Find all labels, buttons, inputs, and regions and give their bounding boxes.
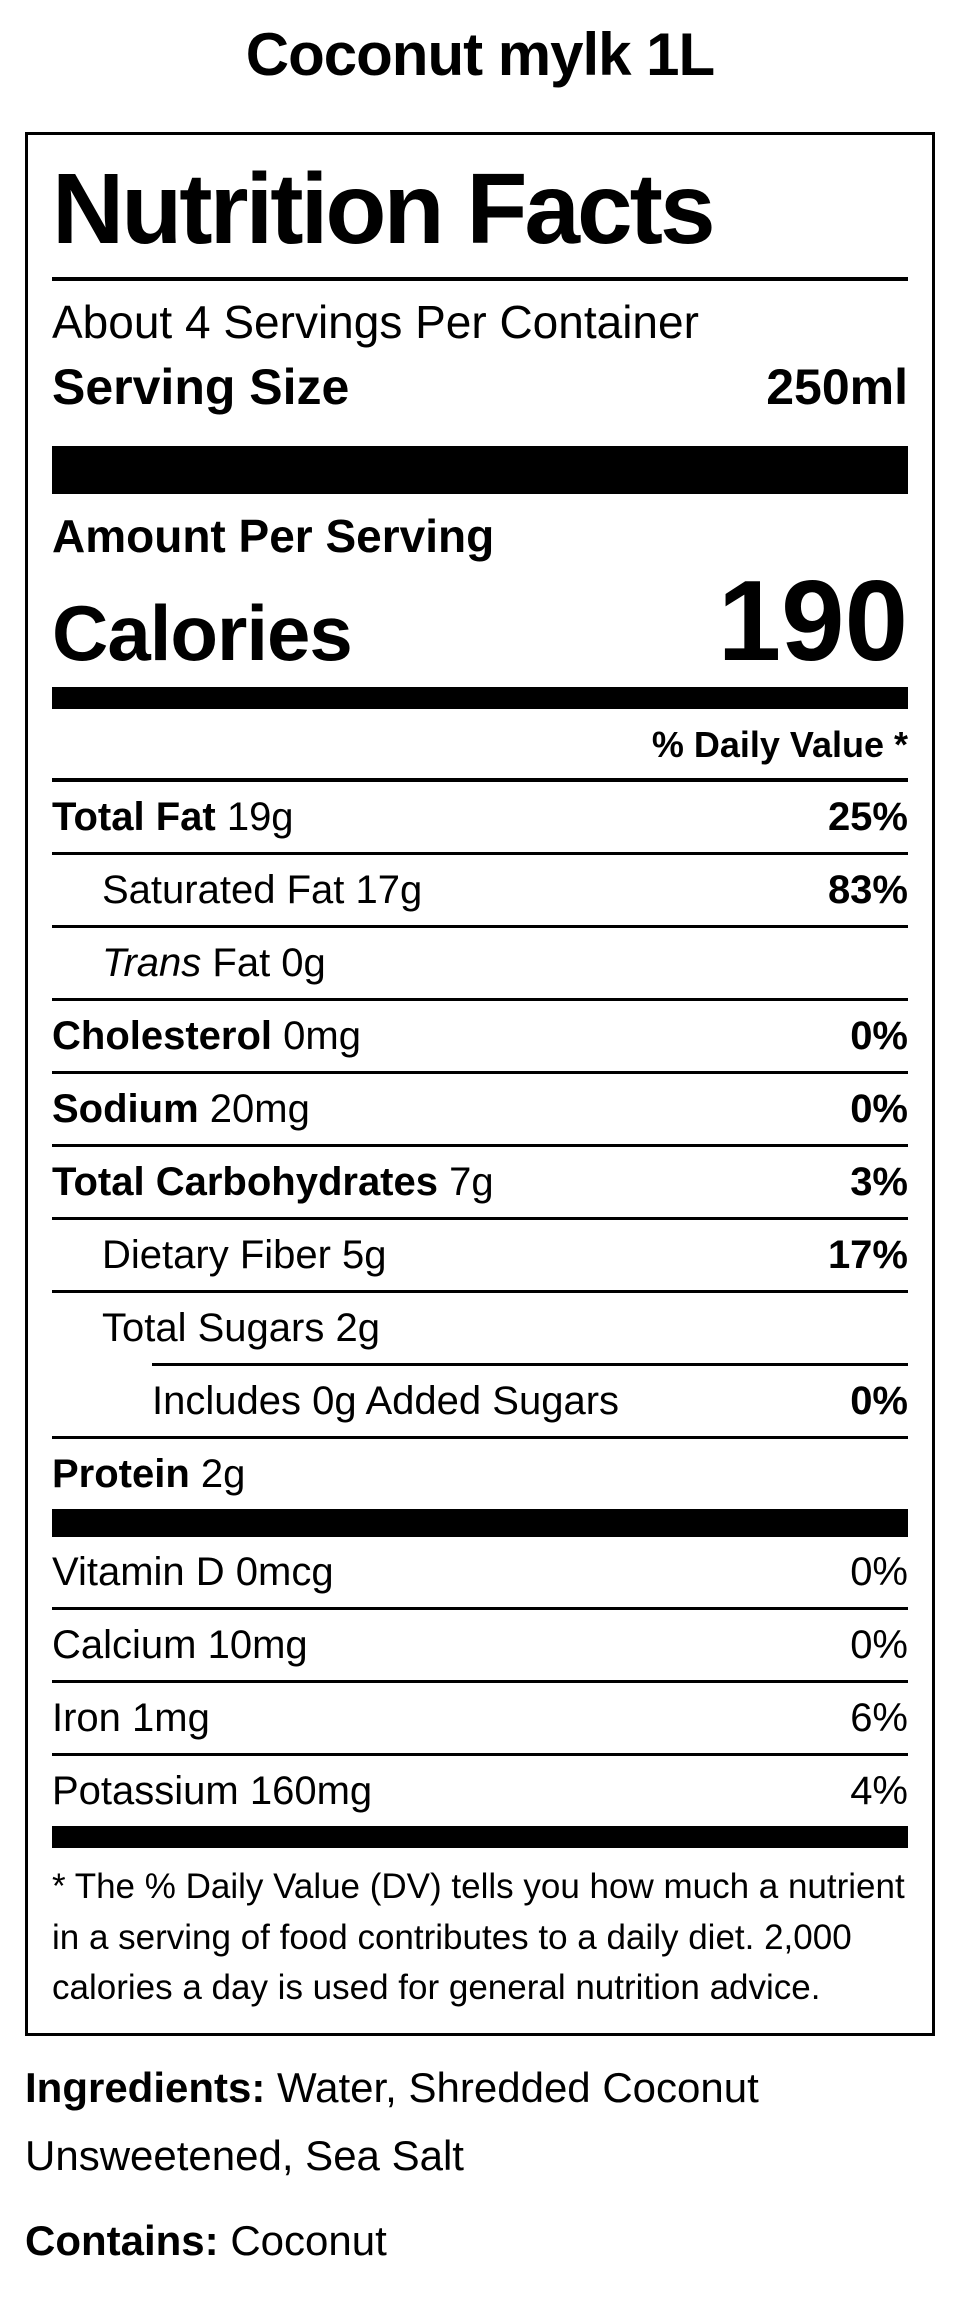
- nutrient-row-total-carbohydrates: [52, 1147, 908, 1217]
- vitamin-row-vitamin-d: [52, 1537, 908, 1607]
- nutrient-percent: 3%: [850, 1159, 908, 1204]
- calories-row: [52, 558, 908, 686]
- amount-per-serving-label: Amount Per Serving: [52, 509, 495, 562]
- nutrient-amount: 2g: [189, 1451, 246, 1496]
- thick-bar: [52, 1509, 908, 1537]
- nutrient-name: Total Carbohydrates: [52, 1159, 438, 1204]
- nutrient-row-saturated-fat: [52, 855, 908, 925]
- contains-label: Contains:: [25, 2216, 219, 2264]
- nutrient-amount: Iron 1mg: [52, 1695, 210, 1740]
- servings-per-container: About 4 Servings Per Container: [52, 296, 699, 348]
- contains-value: Coconut: [218, 2216, 387, 2264]
- nutrient-row-added-sugars: [52, 1366, 908, 1436]
- nutrient-percent: 0%: [850, 1378, 908, 1423]
- calories-label: Calories: [52, 589, 352, 678]
- vitamin-row-potassium: [52, 1756, 908, 1826]
- nutrient-amount: 7g: [438, 1159, 494, 1204]
- nutrient-name: Protein: [52, 1451, 190, 1496]
- nutrient-percent: 0%: [850, 1086, 908, 1131]
- ingredients-line: [25, 2054, 935, 2188]
- nutrient-row-dietary-fiber: [52, 1220, 908, 1290]
- serving-size-label: Serving Size: [52, 358, 350, 415]
- nutrient-row-trans-fat: [52, 928, 908, 998]
- page-title: Coconut mylk 1L: [245, 21, 715, 88]
- nutrient-percent: 0%: [850, 1549, 908, 1594]
- serving-size-value: 250ml: [766, 358, 908, 415]
- ingredients-label: Ingredients:: [25, 2064, 266, 2112]
- nutrition-facts-header: Nutrition Facts: [52, 153, 713, 265]
- nutrient-name: Sodium: [52, 1086, 199, 1131]
- nutrient-amount: Potassium 160mg: [52, 1768, 373, 1813]
- calories-value: 190: [717, 558, 908, 686]
- nutrient-amount: Fat 0g: [201, 940, 326, 985]
- vitamin-row-iron: [52, 1683, 908, 1753]
- daily-value-footnote: * The % Daily Value (DV) tells you how much a nutrient in a serving of food contributes to a daily diet. 2,000 calories a day is used for general nutrition advice.: [52, 1867, 905, 2008]
- daily-value-header: % Daily Value *: [651, 724, 908, 766]
- nutrient-row-total-fat: [52, 782, 908, 852]
- nutrient-name: Total Fat: [52, 794, 216, 839]
- nutrient-name: Cholesterol: [52, 1013, 273, 1058]
- thick-bar: [52, 687, 908, 709]
- nutrient-amount: 19g: [215, 794, 294, 839]
- nutrient-percent: 4%: [850, 1768, 908, 1813]
- nutrient-amount: 20mg: [198, 1086, 310, 1131]
- nutrient-row-protein: [52, 1439, 908, 1509]
- nutrient-amount: Includes 0g Added Sugars: [152, 1378, 620, 1423]
- vitamin-row-calcium: [52, 1610, 908, 1680]
- nutrient-amount: 0mg: [272, 1013, 361, 1058]
- serving-size-row: [52, 355, 908, 420]
- nutrient-percent: 17%: [827, 1232, 908, 1277]
- nutrient-percent: 0%: [850, 1622, 908, 1667]
- nutrient-amount: Dietary Fiber 5g: [102, 1232, 387, 1277]
- nutrient-percent: 83%: [827, 867, 908, 912]
- nutrient-percent: 25%: [827, 794, 908, 839]
- thick-bar: [52, 446, 908, 494]
- nutrient-percent: 6%: [850, 1695, 908, 1740]
- nutrient-amount: Total Sugars 2g: [102, 1305, 380, 1350]
- contains-line: [25, 2207, 935, 2274]
- nutrient-percent: 0%: [850, 1013, 908, 1058]
- nutrient-name: Trans: [102, 940, 202, 985]
- nutrient-amount: Vitamin D 0mcg: [52, 1549, 334, 1594]
- thick-bar: [52, 1826, 908, 1848]
- nutrient-row-sodium: [52, 1074, 908, 1144]
- nutrient-amount: Saturated Fat 17g: [102, 867, 423, 912]
- ingredients-value: Water, Shredded Coconut Unsweetened, Sea Salt: [25, 2064, 759, 2179]
- nutrition-label: [25, 132, 935, 2036]
- nutrient-row-cholesterol: [52, 1001, 908, 1071]
- nutrient-row-total-sugars: [52, 1293, 908, 1363]
- nutrient-amount: Calcium 10mg: [52, 1622, 308, 1667]
- divider: [52, 277, 908, 281]
